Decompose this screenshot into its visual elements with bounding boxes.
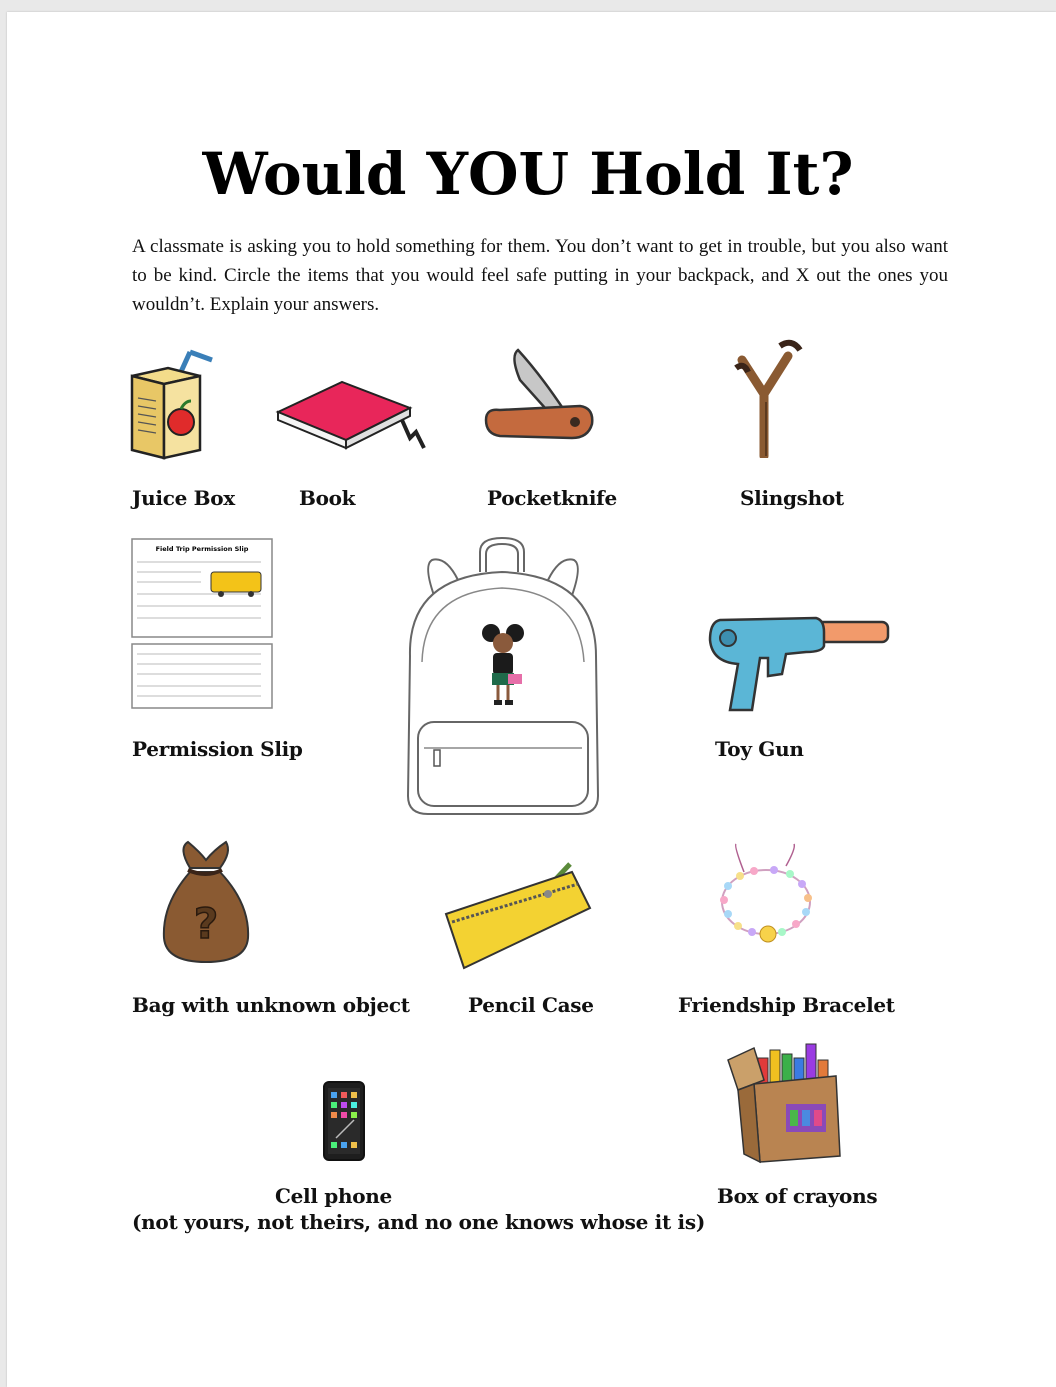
crayon-box-label: Box of crayons [717, 1184, 878, 1208]
cell-phone-note: (not yours, not theirs, and no one knows whose it is) [132, 1210, 705, 1234]
pencil-case-label: Pencil Case [468, 993, 594, 1017]
permission-slip-image [131, 538, 273, 710]
friendship-bracelet-label: Friendship Bracelet [678, 993, 895, 1017]
friendship-bracelet-image [714, 842, 818, 948]
juice-box-label: Juice Box [132, 486, 235, 510]
pocketknife-label: Pocketknife [487, 486, 617, 510]
toy-gun-image [706, 614, 892, 716]
permission-slip-label: Permission Slip [132, 737, 303, 761]
svg-text:?: ? [193, 899, 219, 948]
book-image [272, 378, 428, 456]
crayon-box-image [724, 1040, 846, 1164]
cell-phone-label: Cell phone [275, 1184, 392, 1208]
toy-gun-label: Toy Gun [715, 737, 804, 761]
slingshot-image [732, 332, 804, 458]
book-label: Book [299, 486, 356, 510]
slingshot-label: Slingshot [740, 486, 844, 510]
backpack-image [402, 536, 604, 820]
pocketknife-image [480, 346, 598, 444]
cell-phone-image [322, 1080, 366, 1162]
instructions-text: A classmate is asking you to hold something for them. You don’t want to get in trouble, but you also want to be kind. Circle the items that you would feel safe putting in your backpack, and X out the ones you wouldn’t. Explain your answers. [132, 236, 948, 315]
mystery-bag-label: Bag with unknown object [132, 993, 410, 1017]
permission-slip-header: Field Trip Permission Slip [155, 545, 249, 553]
juice-box-image [128, 346, 220, 462]
page-title: Would YOU Hold It? [202, 140, 854, 208]
pencil-case-image [442, 858, 594, 972]
mystery-bag-image [160, 838, 252, 964]
